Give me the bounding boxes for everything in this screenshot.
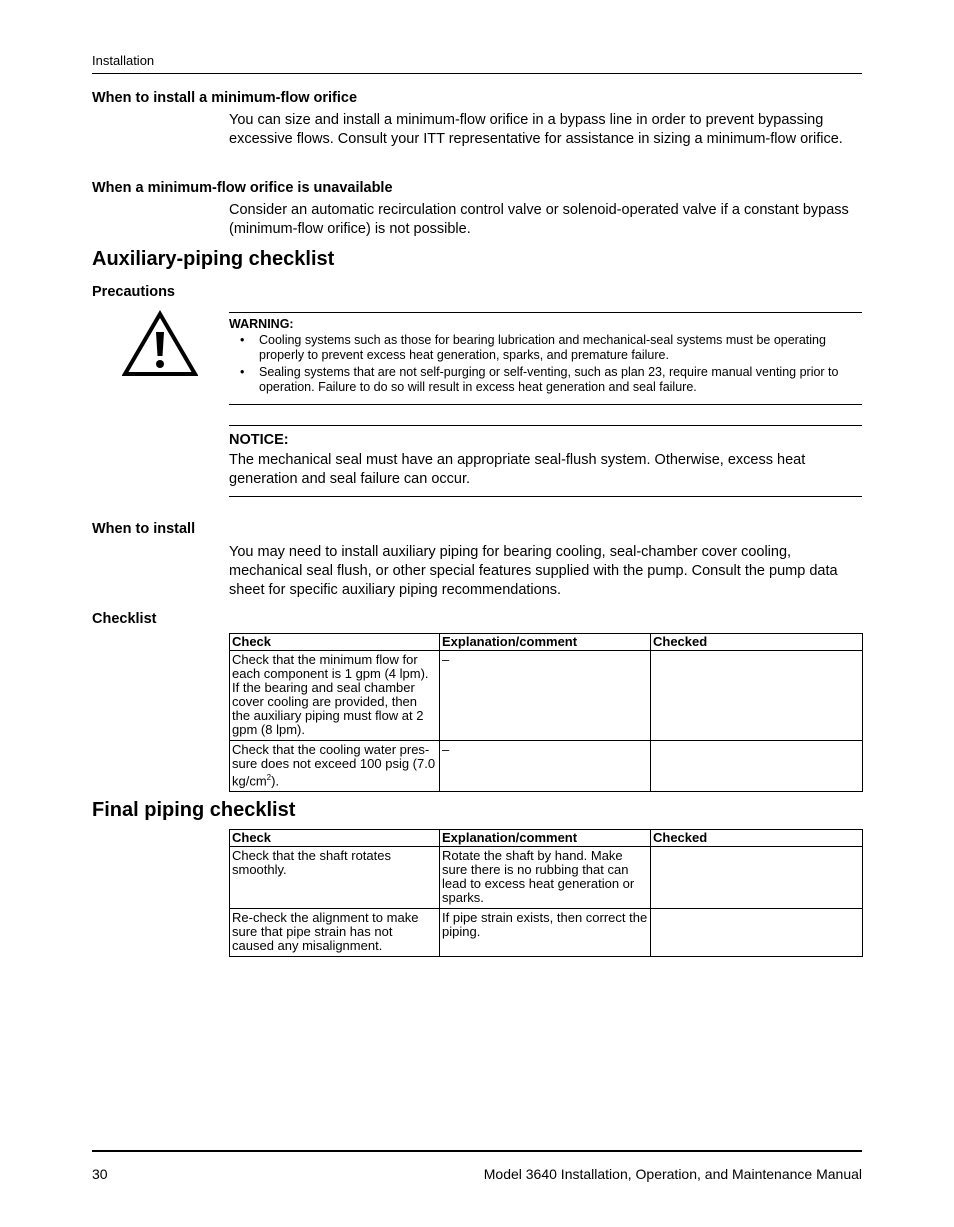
notice-top-rule xyxy=(229,425,862,426)
col-header-check: Check xyxy=(230,830,440,847)
final-checklist-table xyxy=(229,829,863,957)
warning-label: WARNING: xyxy=(229,317,294,331)
cell-check xyxy=(230,741,440,792)
cell-check: Check that the shaft rotates smoothly. xyxy=(230,847,440,909)
col-header-checked: Checked xyxy=(651,634,863,651)
aux-piping-title: Auxiliary-piping checklist xyxy=(92,248,335,270)
col-header-checked: Checked xyxy=(651,830,863,847)
min-flow-heading: When to install a minimum-flow orifice xyxy=(92,90,358,106)
min-flow-body: You can size and install a minimum-flow orifice in a bypass line in order to prevent bypassing excessive flows. Consult your ITT representative for assistance in sizing a minimum-flow orifice. xyxy=(229,112,843,147)
unavailable-body: Consider an automatic recirculation control valve or solenoid-operated valve if a constant bypass (minimum-flow orifice) is not possible. xyxy=(229,202,849,237)
cell-checked[interactable] xyxy=(651,651,863,741)
cell-comment: – xyxy=(440,741,651,792)
table-header-row xyxy=(230,830,863,847)
table-row xyxy=(230,651,863,741)
final-piping-title: Final piping checklist xyxy=(92,799,296,821)
unavailable-heading: When a minimum-flow orifice is unavailable xyxy=(92,180,393,196)
cell-comment: If pipe strain exists, then correct the piping. xyxy=(440,909,651,957)
table-header-row xyxy=(230,634,863,651)
when-to-install-body: You may need to install auxiliary piping for bearing cooling, seal-chamber cover cooling, mechanical seal flush, or other special features supplied with the pump. Consult the pump data sheet for specific auxiliary piping recommendations. xyxy=(229,544,838,598)
notice-bottom-rule xyxy=(229,496,862,497)
header-rule xyxy=(92,73,862,74)
cell-checked[interactable] xyxy=(651,741,863,792)
table-row xyxy=(230,847,863,909)
col-header-comment: Explanation/comment xyxy=(440,830,651,847)
checklist-heading: Checklist xyxy=(92,611,157,627)
notice-label: NOTICE: xyxy=(229,432,289,448)
cell-check: Re-check the alignment to make sure that pipe strain has not caused any misalignment. xyxy=(230,909,440,957)
table-row xyxy=(230,909,863,957)
cell-check-end: ). xyxy=(271,773,280,789)
warning-bottom-rule xyxy=(229,404,862,405)
precautions-heading: Precautions xyxy=(92,284,175,300)
when-to-install-heading: When to install xyxy=(92,521,196,537)
warning-list xyxy=(229,333,859,397)
col-header-comment: Explanation/comment xyxy=(440,634,651,651)
cell-comment: – xyxy=(440,651,651,741)
warning-item: • Sealing systems that are not self-purging or self-venting, such as plan 23, require manual venting prior to operation. Failure to do so will result in excess heat generation and seal failure. xyxy=(229,365,859,395)
aux-checklist-table xyxy=(229,633,863,792)
cell-check: Check that the minimum flow for each component is 1 gpm (4 lpm). If the bearing and seal chamber cover cooling are provided, then the auxiliary piping must flow at 2 gpm (8 lpm). xyxy=(230,651,440,741)
col-header-check: Check xyxy=(230,634,440,651)
cell-checked[interactable] xyxy=(651,909,863,957)
cell-checked[interactable] xyxy=(651,847,863,909)
table-row xyxy=(230,741,863,792)
notice-body: The mechanical seal must have an appropriate seal-flush system. Otherwise, excess heat generation and seal failure can occur. xyxy=(229,452,806,487)
warning-item: • Cooling systems such as those for bearing lubrication and mechanical-seal systems must be operating properly to prevent excess heat generation, sparks, and premature failure. xyxy=(229,333,859,363)
page-number: 30 xyxy=(92,1166,108,1182)
running-header: Installation xyxy=(92,53,155,68)
cell-check-text: Check that the cooling water pres- sure does not exceed 100 psig (7.0 kg/cm xyxy=(232,742,436,789)
cell-comment: Rotate the shaft by hand. Make sure there is no rubbing that can lead to excess heat generation or sparks. xyxy=(440,847,651,909)
warning-triangle-icon xyxy=(122,310,198,378)
superscript: 2 xyxy=(266,773,272,782)
warning-top-rule xyxy=(229,312,862,313)
manual-title: Model 3640 Installation, Operation, and Maintenance Manual xyxy=(483,1166,862,1182)
footer-rule xyxy=(92,1150,862,1152)
